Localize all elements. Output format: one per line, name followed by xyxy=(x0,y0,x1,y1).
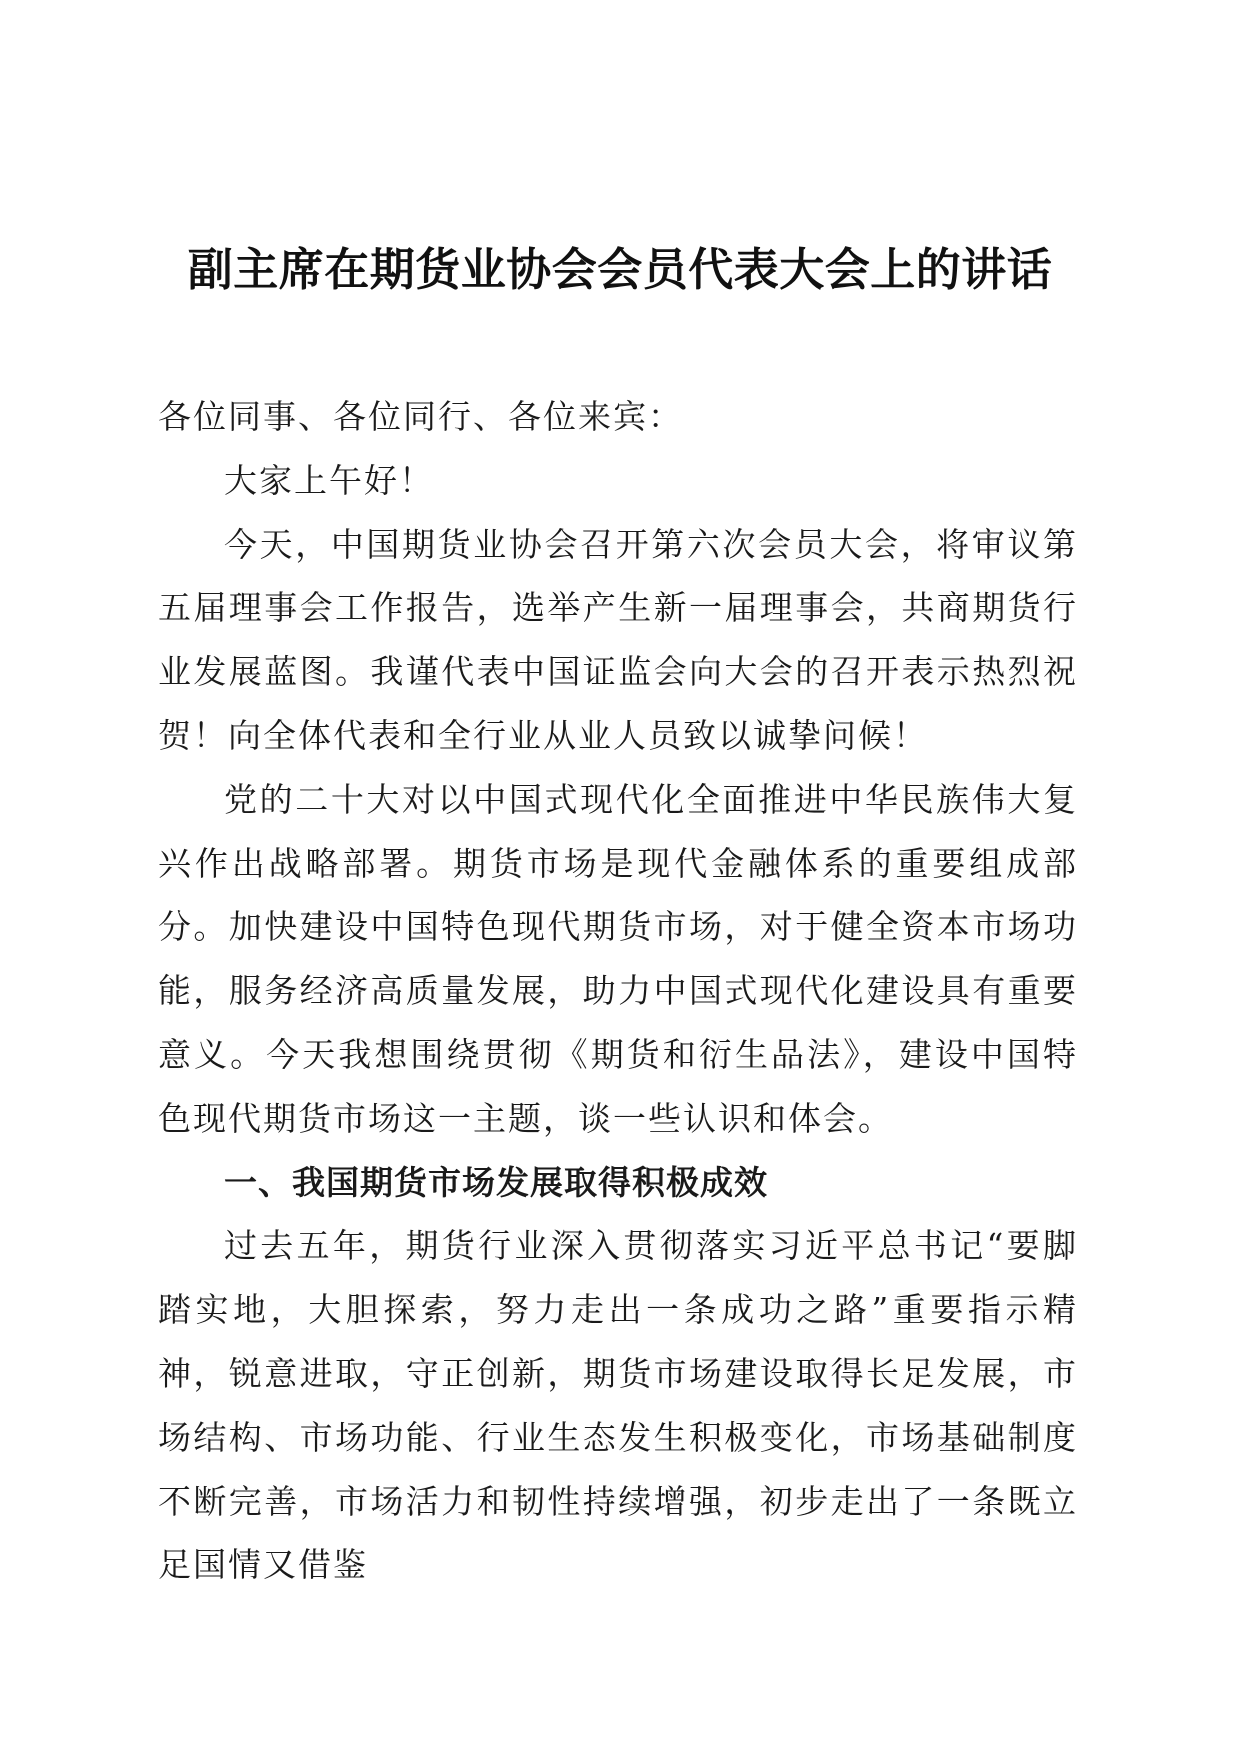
document-body xyxy=(158,385,1078,1597)
page-title: 副主席在期货业协会会员代表大会上的讲话 xyxy=(187,243,1053,296)
section-paragraph: 过去五年，期货行业深入贯彻落实习近平总书记“要脚踏实地，大胆探索，努力走出一条成功之路”重要指示精神，锐意进取，守正创新，期货市场建设取得长足发展，市场结构、市场功能、行业生态发生积极变化，市场基础制度不断完善，市场活力和韧性持续增强，初步走出了一条既立足国情又借鉴 xyxy=(158,1226,1078,1585)
theme-paragraph: 党的二十大对以中国式现代化全面推进中华民族伟大复兴作出战略部署。期货市场是现代金融体系的重要组成部分。加快建设中国特色现代期货市场，对于健全资本市场功能，服务经济高质量发展，助力中国式现代化建设具有重要意义。今天我想围绕贯彻《期货和衍生品法》，建设中国特色现代期货市场这一主题，谈一些认识和体会。 xyxy=(158,779,1078,1138)
opening-paragraph: 今天，中国期货业协会召开第六次会员大会，将审议第五届理事会工作报告，选举产生新一届理事会，共商期货行业发展蓝图。我谨代表中国证监会向大会的召开表示热烈祝贺！向全体代表和全行业从业人员致以诚挚问候！ xyxy=(158,524,1078,755)
salutation: 各位同事、各位同行、各位来宾： xyxy=(158,397,683,436)
greeting-paragraph: 大家上午好！ xyxy=(224,460,434,500)
section-heading: 一、我国期货市场发展取得积极成效 xyxy=(224,1162,768,1202)
